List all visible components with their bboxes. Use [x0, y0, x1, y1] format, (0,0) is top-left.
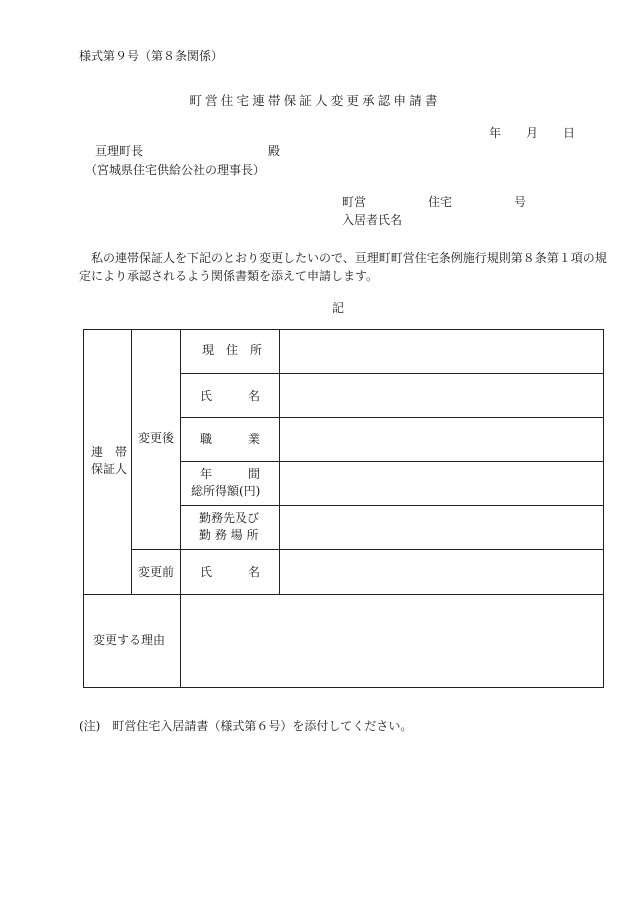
occupation-input-cell[interactable] [280, 418, 603, 461]
number-label: 号 [514, 195, 527, 209]
guarantor-table [83, 329, 604, 688]
date-month: 月 [526, 126, 539, 140]
change-reason-label: 変更する理由 [93, 633, 166, 647]
guarantor-group-label: 連 帯 保証人 [90, 445, 127, 476]
reason-input-cell[interactable] [181, 595, 603, 687]
income-input-cell[interactable] [280, 462, 603, 505]
resident-name-label: 入居者氏名 [342, 213, 403, 227]
honorific: 殿 [268, 144, 281, 158]
name-label-before: 氏 名 [200, 565, 261, 579]
workplace-input-cell[interactable] [280, 506, 603, 549]
name-input-cell[interactable] [280, 374, 603, 417]
name-label-after: 氏 名 [200, 389, 261, 403]
resident-housing-line [342, 196, 526, 208]
date-day: 日 [563, 126, 576, 140]
document-title: 町営住宅連帯保証人変更承認申請書 [189, 93, 441, 108]
addressee: 亘理町長 [95, 144, 144, 158]
annual-income-label: 年 間 総所得額(円) [191, 467, 261, 498]
application-statement: 私の連帯保証人を下記のとおり変更したいので、亘理町町営住宅条例施行規則第８条第１項の規定により承認されるよう関係書類を添えて申請します。 [79, 251, 607, 283]
before-change-label: 変更前 [138, 565, 175, 579]
address-input-cell[interactable] [280, 330, 603, 373]
workplace-label: 勤務先及び 勤 務 場 所 [199, 511, 260, 542]
ki-heading: 記 [331, 301, 344, 315]
current-address-label: 現 住 所 [202, 343, 263, 357]
town-housing-label: 町営 [342, 195, 367, 209]
footnote: (注) 町営住宅入居請書（様式第６号）を添付してください。 [79, 719, 413, 733]
form-number: 様式第９号（第８条関係） [79, 49, 224, 63]
housing-label: 住宅 [428, 195, 453, 209]
date-line [489, 127, 575, 139]
addressee-alt: （宮城県住宅供給公社の理事長） [85, 163, 266, 177]
occupation-label: 職 業 [200, 432, 261, 446]
date-year: 年 [489, 126, 502, 140]
previous-name-input-cell[interactable] [280, 550, 603, 594]
after-change-label: 変更後 [138, 431, 175, 445]
